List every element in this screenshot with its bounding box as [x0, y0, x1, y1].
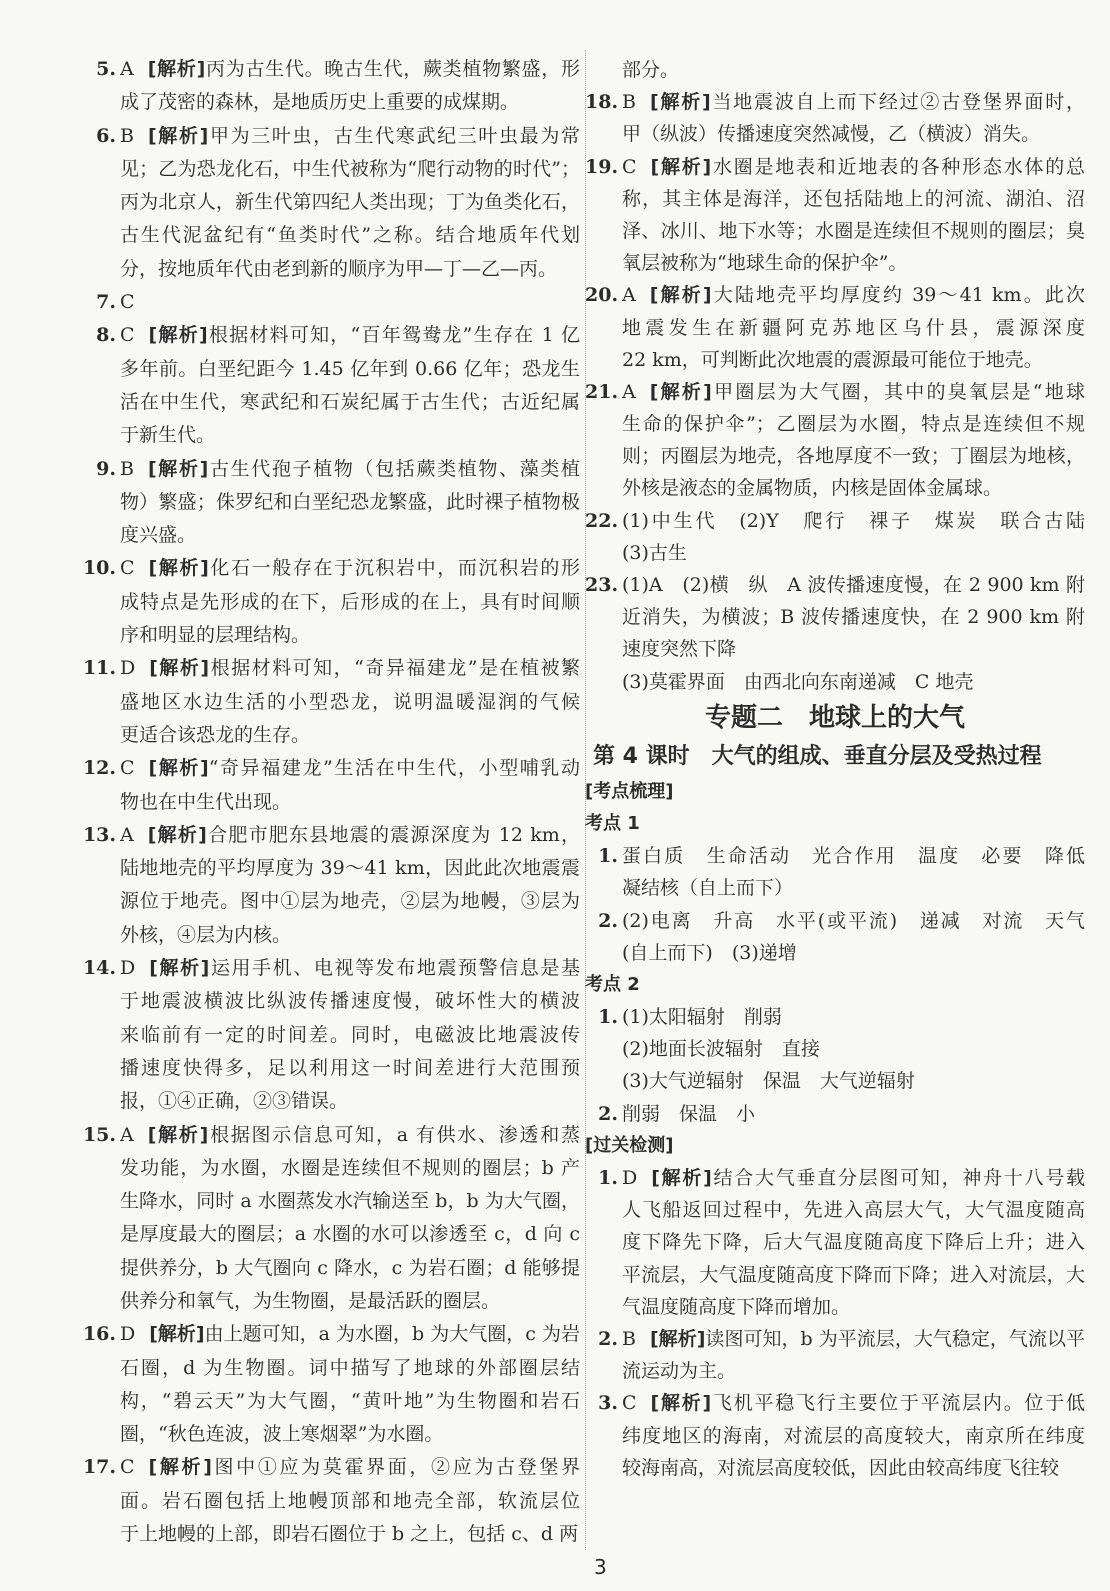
analysis-tag: [解析] [651, 1167, 712, 1189]
text-line [622, 1098, 1085, 1130]
answer-item [585, 54, 1085, 86]
text-line [120, 1252, 580, 1285]
text-line [120, 486, 580, 519]
line-text: 播速度快得多，足以利用这一时间差进行大范围预 [120, 1056, 580, 1079]
text-line [120, 1352, 580, 1385]
text-line [622, 569, 1085, 601]
text-line [622, 872, 1085, 904]
line-text: 读图可知，b 为平流层，大气稳定，气流以平 [705, 1327, 1085, 1350]
text-line [120, 586, 580, 619]
answer-item [585, 1323, 1085, 1387]
line-text: 气温度随高度下降而增加。 [622, 1295, 851, 1318]
line-text: 根据材料可知，“百年鸳鸯龙”生存在 1 亿 [207, 324, 580, 347]
answer-choice: B [622, 91, 636, 114]
line-text: 于上地幔的上部，即岩石圈位于 b 之上，包括 c、d 两 [120, 1523, 579, 1546]
text-line [120, 1052, 580, 1085]
text-line [622, 1387, 1085, 1419]
line-text: 多年前。白垩纪距今 1.45 亿年到 0.66 亿年；恐龙生 [120, 357, 580, 380]
analysis-tag: [解析] [649, 380, 712, 403]
answer-item [70, 952, 580, 1118]
item-number: 20. [585, 284, 619, 307]
item-number: 21. [585, 380, 619, 403]
line-text: 外核是液态的金属物质，内核是固体金属球。 [622, 477, 1003, 500]
analysis-tag: [解析] [148, 557, 209, 580]
line-text: 甲圈层为大气圈，其中的臭氧层是“地球 [711, 380, 1085, 403]
text-line [120, 852, 580, 885]
line-text: 人飞船返回过程中，先进入高层大气，大气温度随高 [622, 1199, 1085, 1222]
text-line [120, 1285, 580, 1318]
text-line [622, 376, 1085, 408]
text-line [120, 819, 580, 852]
text-line [622, 279, 1085, 311]
line-text: 来临前有一定的时间差。同时，电磁波比地震波传 [120, 1023, 580, 1046]
line-text: 泽、冰川、地下水等；水圈是连续但不规则的圈层；臭 [622, 219, 1085, 242]
analysis-tag: [解析] [649, 91, 711, 114]
item-number: 22. [585, 509, 619, 532]
answer-choice: A [120, 823, 134, 846]
section-label: 考点 1 [585, 812, 640, 834]
section-bracket: [考点梳理] [585, 780, 674, 802]
line-text: (2)电离 升高 水平(或平流) 递减 对流 天气 [622, 909, 1085, 932]
text-line [622, 151, 1085, 183]
text-line [120, 1019, 580, 1052]
text-line [120, 519, 580, 552]
line-text: 地震发生在新疆阿克苏地区乌什县，震源深度 [622, 316, 1085, 339]
line-text: 称，其主体是海洋，还包括陆地上的河流、湖泊、沼 [622, 187, 1085, 210]
text-line [120, 1451, 580, 1484]
analysis-tag: [解析] [147, 1123, 209, 1146]
answer-item [70, 552, 580, 652]
line-text: 甲（纵波）传播速度突然减慢，乙（横波）消失。 [622, 123, 1041, 146]
line-text: 运用手机、电视等发布地震预警信息是基 [209, 957, 580, 980]
text-line [120, 1385, 580, 1418]
line-text: 见；乙为恐龙化石，中生代被称为“爬行动物的时代”； [120, 157, 580, 180]
answer-item [585, 1001, 1085, 1033]
line-text: 蛋白质 生命活动 光合作用 温度 必要 降低 [622, 845, 1085, 868]
answer-item [585, 569, 1085, 666]
answer-choice: C [622, 155, 637, 178]
answer-item [70, 53, 580, 120]
text-line [622, 1291, 1085, 1323]
answer-item [585, 1065, 1085, 1097]
item-number: 16. [82, 1323, 116, 1346]
answer-item [70, 652, 580, 752]
section-subheading: 第 4 课时 大气的组成、垂直分层及受热过程 [593, 743, 1042, 769]
analysis-tag: [解析] [149, 957, 210, 980]
text-line [120, 919, 580, 952]
item-number: 8. [96, 324, 116, 347]
analysis-tag: [解析] [650, 1392, 712, 1415]
answer-item [70, 120, 580, 286]
line-text: 大陆地壳平均厚度约 39～41 km。此次 [711, 284, 1085, 307]
line-text: (1)A (2)横 纵 A 波传播速度慢，在 2 900 km 附 [622, 574, 1085, 596]
text-line [120, 686, 580, 719]
line-text: 合肥市肥东县地震的震源深度为 12 km， [206, 823, 580, 846]
text-line [622, 666, 1085, 698]
text-line [120, 319, 580, 352]
line-text: 飞机平稳飞行主要位于平流层内。位于低 [711, 1392, 1085, 1415]
text-line [622, 937, 1085, 969]
answer-item [585, 376, 1085, 505]
answer-item [585, 151, 1085, 280]
line-text: 提供养分，b 大气圈向 c 降水，c 为岩石圈；d 能够提 [120, 1256, 580, 1279]
line-text: 图中①应为莫霍界面，②应为古登堡界 [211, 1456, 580, 1479]
text-line [120, 1218, 580, 1251]
text-line [622, 344, 1085, 376]
text-line [622, 54, 1085, 86]
item-number: 12. [82, 757, 116, 780]
answer-item [70, 819, 580, 952]
analysis-tag: [解析] [149, 657, 210, 680]
item-number: 6. [96, 124, 116, 147]
line-text: 甲为三叶虫，古生代寒武纪三叶虫最为常 [208, 124, 580, 147]
item-number: 1. [598, 1006, 618, 1029]
line-text: 化石一般存在于沉积岩中，而沉积岩的形 [208, 557, 580, 580]
text-line [622, 505, 1085, 537]
line-text: “奇异福建龙”生活在中生代，小型哺乳动 [208, 757, 580, 780]
item-number: 1. [598, 845, 618, 868]
text-line [120, 1485, 580, 1518]
text-line [120, 752, 580, 785]
text-line [622, 312, 1085, 344]
section-label: 考点 2 [585, 973, 640, 995]
text-line [120, 619, 580, 652]
line-text: 圈，“秋色连波，波上寒烟翠”为水圈。 [120, 1423, 444, 1446]
line-text: 序和明显的层理结构。 [120, 624, 311, 647]
line-text: 凝结核（自上而下） [622, 877, 794, 900]
answer-item [585, 666, 1085, 698]
line-text: 由上题可知，a 为水圈，b 为大气圈，c 为岩 [204, 1323, 580, 1346]
answer-item [585, 1098, 1085, 1130]
text-line [622, 1162, 1085, 1194]
analysis-tag: [解析] [147, 823, 207, 846]
line-text: 生降水，同时 a 水圈蒸发水汽输送至 b，b 为大气圈， [120, 1190, 580, 1213]
item-number: 14. [82, 957, 116, 980]
text-line [622, 840, 1085, 872]
line-text: 则；丙圈层为地壳，各地厚度不一致；丁圈层为地核， [622, 445, 1085, 468]
line-text: 报，①④正确，②③错误。 [120, 1090, 349, 1113]
line-text: 22 km，可判断此次地震的震源最可能位于地壳。 [622, 348, 1043, 371]
item-number: 13. [82, 823, 116, 846]
line-text: 活在中生代，寒武纪和石炭纪属于古生代；古近纪属 [120, 390, 580, 413]
item-number: 5. [96, 58, 116, 80]
analysis-tag: [解析] [148, 757, 209, 780]
answer-choice: D [622, 1167, 638, 1189]
analysis-tag: [解析] [147, 124, 209, 147]
line-text: 纬度地区的海南，对流层的高度较大，南京所在纬度 [622, 1424, 1085, 1447]
answer-choice: B [120, 457, 134, 480]
item-number: 10. [82, 557, 116, 580]
line-text: 分，按地质年代由老到新的顺序为甲—丁—乙—丙。 [120, 257, 558, 280]
item-number: 15. [82, 1123, 116, 1146]
item-number: 9. [96, 457, 116, 480]
text-line [622, 247, 1085, 279]
line-text: 物）繁盛；侏罗纪和白垩纪恐龙繁盛，此时裸子植物极 [120, 490, 580, 513]
line-text: 古生代孢子植物（包括蕨类植物、藻类植 [208, 457, 580, 480]
text-line [622, 905, 1085, 937]
text-line [120, 86, 580, 119]
text-line [622, 440, 1085, 472]
page-number: 3 [594, 1555, 607, 1579]
answer-item [70, 286, 580, 319]
line-text: 根据图示信息可知，a 有供水、渗透和蒸 [208, 1123, 580, 1146]
line-text: 构，“碧云天”为大气圈，“黄叶地”为生物圈和岩石 [120, 1389, 580, 1412]
answer-choice: A [622, 380, 636, 403]
item-number: 2. [598, 909, 618, 932]
text-line [622, 183, 1085, 215]
right-column [585, 54, 1085, 1484]
line-text: 供养分和氧气，为生物圈，是最活跃的圈层。 [120, 1289, 501, 1312]
answer-item [585, 505, 1085, 569]
text-line [120, 885, 580, 918]
answer-item [585, 1033, 1085, 1065]
text-line [120, 1119, 580, 1152]
line-text: (3)古生 [622, 541, 687, 564]
line-text: 于地震波横波比纵波传播速度慢，破坏性大的横波 [120, 990, 580, 1013]
line-text: 面。岩石圈包括上地幔顶部和地壳全部，软流层位 [120, 1489, 580, 1512]
line-text: 较海南高，对流层高度较低，因此由较高纬度飞往较 [622, 1456, 1060, 1479]
text-line [120, 1152, 580, 1185]
text-line [120, 1318, 580, 1351]
line-text: 结合大气垂直分层图可知，神舟十八号载 [711, 1167, 1085, 1189]
line-text: 削弱 保温 小 [622, 1102, 756, 1125]
text-line [622, 215, 1085, 247]
answer-item [585, 905, 1085, 969]
section-heading: 专题二 地球上的大气 [704, 702, 965, 733]
text-line [120, 153, 580, 186]
line-text: 更适合该恐龙的生存。 [120, 723, 311, 746]
answer-choice: A [120, 1123, 134, 1146]
analysis-tag: [解析] [147, 58, 206, 80]
line-text: 石圈，d 为生物圈。词中描写了地球的外部圈层结 [120, 1356, 580, 1379]
text-line [120, 552, 580, 585]
text-line [622, 1259, 1085, 1291]
line-text: 于新生代。 [120, 424, 216, 447]
text-line [120, 386, 580, 419]
line-text: 外核，④层为内核。 [120, 923, 292, 946]
analysis-tag: [解析] [650, 155, 712, 178]
answer-choice: B [120, 124, 134, 147]
analysis-tag: [解析] [148, 324, 208, 347]
line-text: 丙为古生代。晚古生代，蕨类植物繁盛，形 [205, 58, 580, 80]
left-column [70, 53, 580, 1551]
line-text: (1)太阳辐射 削弱 [622, 1006, 782, 1029]
line-text: 是厚度最大的圈层；a 水圈的水可以渗透至 c，d 向 c [120, 1223, 580, 1246]
analysis-tag: [解析] [148, 1456, 212, 1479]
line-text: 根据材料可知，“奇异福建龙”是在植被繁 [209, 657, 580, 680]
text-line [622, 472, 1085, 504]
text-line [120, 952, 580, 985]
answer-item [70, 319, 580, 452]
section-bracket: [过关检测] [585, 1134, 674, 1156]
text-line [622, 1033, 1085, 1065]
line-text: 生命的保护伞”；乙圈层为水圈，特点是连续但不规 [622, 413, 1085, 436]
answer-choice: D [120, 657, 136, 680]
item-number: 17. [82, 1456, 116, 1479]
text-line [622, 1355, 1085, 1387]
text-line [120, 985, 580, 1018]
text-line [622, 1420, 1085, 1452]
text-line [120, 286, 580, 319]
answer-choice: A [622, 284, 636, 307]
text-line [120, 253, 580, 286]
text-line [120, 453, 580, 486]
answer-choice: C [120, 1456, 135, 1479]
line-text: 陆地地壳的平均厚度为 39～41 km，因此此次地震震 [120, 857, 580, 880]
item-number: 3. [598, 1392, 618, 1415]
text-line [622, 408, 1085, 440]
text-line [622, 1065, 1085, 1097]
text-line [622, 1323, 1085, 1355]
line-text: 发功能，为水圈，水圈是连续但不规则的圈层；b 产 [120, 1156, 580, 1179]
text-line [622, 1452, 1085, 1484]
answer-choice: A [120, 58, 134, 80]
text-line [622, 633, 1085, 665]
answer-choice: C [120, 757, 135, 780]
answer-item [70, 1119, 580, 1319]
item-number: 11. [82, 657, 116, 680]
line-text: 古生代泥盆纪有“鱼类时代”之称。结合地质年代划 [120, 224, 580, 247]
text-line [120, 419, 580, 452]
answer-choice: D [120, 957, 136, 980]
text-line [120, 186, 580, 219]
line-text: 物也在中生代出现。 [120, 790, 292, 813]
text-line [622, 118, 1085, 150]
line-text: 当地震波自上而下经过②古登堡界面时， [710, 91, 1085, 114]
line-text: (2)地面长波辐射 直接 [622, 1038, 820, 1061]
answer-item [585, 840, 1085, 904]
analysis-tag: [解析] [649, 1327, 706, 1350]
item-number: 2. [598, 1102, 618, 1125]
text-line [120, 1518, 580, 1551]
answer-choice: B [622, 1327, 636, 1350]
line-text: 流运动为主。 [622, 1360, 737, 1383]
line-text: 丙为北京人，新生代第四纪人类出现；丁为鱼类化石， [120, 191, 580, 214]
text-line [622, 1226, 1085, 1258]
item-number: 23. [585, 574, 619, 596]
item-number: 18. [585, 91, 619, 114]
text-line [622, 601, 1085, 633]
analysis-tag: [解析] [149, 1323, 205, 1346]
item-number: 19. [585, 155, 619, 178]
line-text: 盛地区水边生活的小型恐龙，说明温暖湿润的气候 [120, 690, 580, 713]
text-line [120, 1418, 580, 1451]
answer-choice: C [120, 324, 135, 347]
line-text: 氧层被称为“地球生命的保护伞”。 [622, 252, 908, 275]
answer-choice: C [622, 1392, 637, 1415]
line-text: (3)莫霍界面 由西北向东南递减 C 地壳 [622, 670, 974, 693]
answer-choice: C [120, 557, 135, 580]
line-text: 平流层，大气温度随高度下降而下降；进入对流层，大 [622, 1263, 1085, 1286]
answer-item [70, 1451, 580, 1551]
text-line [120, 120, 580, 153]
answer-item [585, 86, 1085, 150]
analysis-tag: [解析] [147, 457, 209, 480]
line-text: 度下降先下降，后大气温度随高度下降后上升；进入 [622, 1231, 1085, 1254]
line-text: 成特点是先形成的在下，后形成的在上，具有时间顺 [120, 590, 580, 613]
line-text: 源位于地壳。图中①层为地壳，②层为地幔，③层为 [120, 890, 580, 913]
line-text: 近消失，为横波；B 波传播速度快，在 2 900 km 附 [622, 606, 1085, 629]
answer-item [585, 1387, 1085, 1484]
line-text: 部分。 [622, 59, 680, 81]
answer-item [70, 1318, 580, 1451]
answer-choice: D [120, 1323, 136, 1346]
item-number: 7. [96, 291, 116, 314]
item-number: 1. [598, 1167, 618, 1189]
text-line [120, 1185, 580, 1218]
line-text: 水圈是地表和近地表的各种形态水体的总 [711, 155, 1085, 178]
item-number: 2. [598, 1327, 618, 1350]
text-line [120, 219, 580, 252]
text-line [120, 719, 580, 752]
answer-item [585, 1162, 1085, 1323]
text-line [120, 53, 580, 86]
answer-item [70, 453, 580, 553]
line-text: (1)中生代 (2)Y 爬行 裸子 煤炭 联合古陆 [622, 509, 1085, 532]
text-line [120, 652, 580, 685]
answer-item [70, 752, 580, 819]
text-line [120, 353, 580, 386]
answer-choice: C [120, 291, 135, 314]
text-line [120, 1085, 580, 1118]
text-line [120, 786, 580, 819]
text-line [622, 86, 1085, 118]
analysis-tag: [解析] [649, 284, 712, 307]
text-line [622, 1001, 1085, 1033]
text-line [622, 1194, 1085, 1226]
line-text: (3)大气逆辐射 保温 大气逆辐射 [622, 1070, 915, 1093]
line-text: 度兴盛。 [120, 524, 197, 547]
answer-item [585, 279, 1085, 376]
line-text: 速度突然下降 [622, 638, 737, 661]
line-text: 成了茂密的森林，是地质历史上重要的成煤期。 [120, 91, 520, 114]
line-text: (自上而下) (3)递增 [622, 941, 797, 964]
text-line [622, 537, 1085, 569]
